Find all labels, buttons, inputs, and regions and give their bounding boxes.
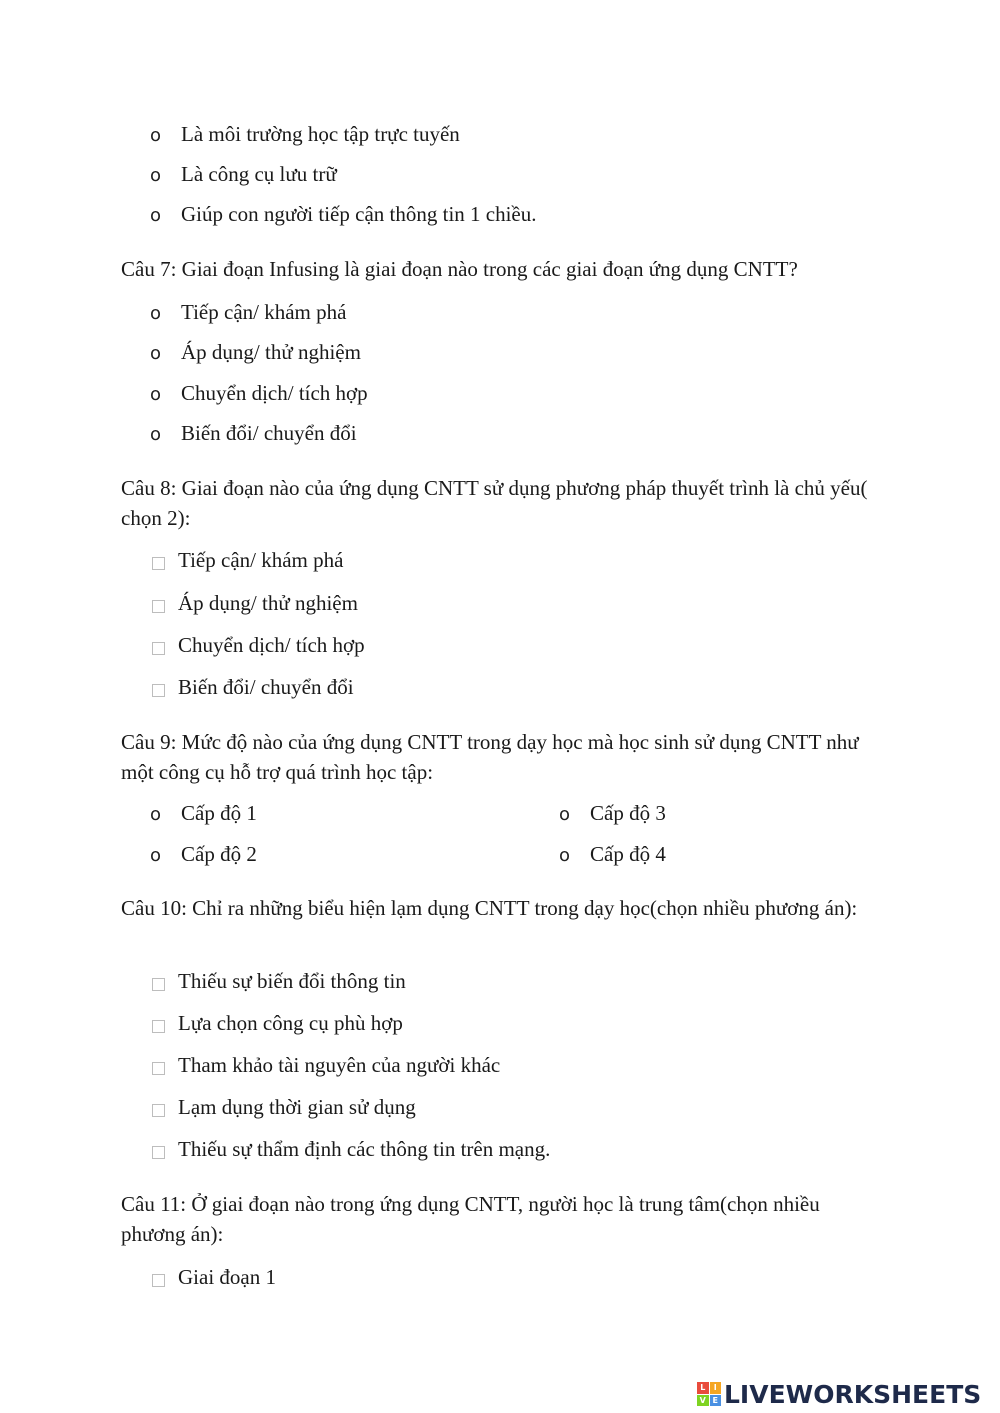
radio-option[interactable]: oChuyển dịch/ tích hợp xyxy=(150,378,368,408)
checkbox-option[interactable]: Lạm dụng thời gian sử dụng xyxy=(150,1092,416,1122)
radio-icon[interactable] xyxy=(150,121,174,151)
checkbox-option[interactable]: Giai đoạn 1 xyxy=(150,1262,276,1292)
logo-letter: V xyxy=(697,1395,709,1407)
logo-letter: I xyxy=(710,1382,722,1394)
radio-icon[interactable] xyxy=(559,800,583,830)
checkbox-icon[interactable] xyxy=(152,684,165,697)
question-8-text: Câu 8: Giai đoạn nào của ứng dụng CNTT sử dụng phương pháp thuyết trình là chủ yếu( chọn 2): xyxy=(121,476,868,530)
question-7-text: Câu 7: Giai đoạn Infusing là giai đoạn nào trong các giai đoạn ứng dụng CNTT? xyxy=(121,257,798,281)
radio-option[interactable]: oGiúp con người tiếp cận thông tin 1 chiều. xyxy=(150,199,537,229)
question-10-text: Câu 10: Chỉ ra những biểu hiện lạm dụng CNTT trong dạy học(chọn nhiều phương án): xyxy=(121,896,858,920)
radio-option[interactable]: oLà môi trường học tập trực tuyến xyxy=(150,119,460,149)
radio-icon[interactable] xyxy=(150,201,174,231)
radio-icon[interactable] xyxy=(150,420,174,450)
checkbox-icon[interactable] xyxy=(152,1274,165,1287)
checkbox-option[interactable]: Tham khảo tài nguyên của người khác xyxy=(150,1050,500,1080)
radio-icon[interactable] xyxy=(559,841,583,871)
radio-icon[interactable] xyxy=(150,299,174,329)
checkbox-option[interactable]: Biến đổi/ chuyển đổi xyxy=(150,672,354,702)
checkbox-icon[interactable] xyxy=(152,557,165,570)
checkbox-option[interactable]: Tiếp cận/ khám phá xyxy=(150,545,343,575)
checkbox-option[interactable]: Áp dụng/ thử nghiệm xyxy=(150,588,358,618)
checkbox-icon[interactable] xyxy=(152,642,165,655)
logo-letter: E xyxy=(710,1395,722,1407)
question-9-text: Câu 9: Mức độ nào của ứng dụng CNTT trong dạy học mà học sinh sử dụng CNTT như một công cụ hỗ trợ quá trình học tập: xyxy=(121,730,859,784)
checkbox-option[interactable]: Lựa chọn công cụ phù hợp xyxy=(150,1008,403,1038)
checkbox-option[interactable]: Thiếu sự thẩm định các thông tin trên mạng. xyxy=(150,1134,550,1164)
checkbox-icon[interactable] xyxy=(152,1146,165,1159)
radio-icon[interactable] xyxy=(150,161,174,191)
checkbox-icon[interactable] xyxy=(152,1020,165,1033)
checkbox-option[interactable]: Thiếu sự biến đổi thông tin xyxy=(150,966,406,996)
question-11-text: Câu 11: Ở giai đoạn nào trong ứng dụng CNTT, người học là trung tâm(chọn nhiều phương án): xyxy=(121,1192,820,1246)
radio-option[interactable]: oTiếp cận/ khám phá xyxy=(150,297,346,327)
radio-option[interactable]: oCấp độ 4 xyxy=(559,839,666,869)
checkbox-icon[interactable] xyxy=(152,1062,165,1075)
radio-option[interactable]: oCấp độ 2 xyxy=(150,839,257,869)
checkbox-icon[interactable] xyxy=(152,600,165,613)
checkbox-icon[interactable] xyxy=(152,1104,165,1117)
liveworksheets-logo-icon xyxy=(697,1382,721,1406)
radio-option[interactable]: oCấp độ 1 xyxy=(150,798,257,828)
radio-icon[interactable] xyxy=(150,841,174,871)
brand-name: LIVEWORKSHEETS xyxy=(724,1379,982,1409)
radio-option[interactable]: oCấp độ 3 xyxy=(559,798,666,828)
checkbox-option[interactable]: Chuyển dịch/ tích hợp xyxy=(150,630,365,660)
liveworksheets-logo xyxy=(697,1377,981,1411)
radio-icon[interactable] xyxy=(150,380,174,410)
radio-icon[interactable] xyxy=(150,339,174,369)
radio-option[interactable]: oÁp dụng/ thử nghiệm xyxy=(150,337,361,367)
radio-option[interactable]: oLà công cụ lưu trữ xyxy=(150,159,337,189)
radio-option[interactable]: oBiến đổi/ chuyển đổi xyxy=(150,418,357,448)
logo-letter: L xyxy=(697,1382,709,1394)
radio-icon[interactable] xyxy=(150,800,174,830)
checkbox-icon[interactable] xyxy=(152,978,165,991)
